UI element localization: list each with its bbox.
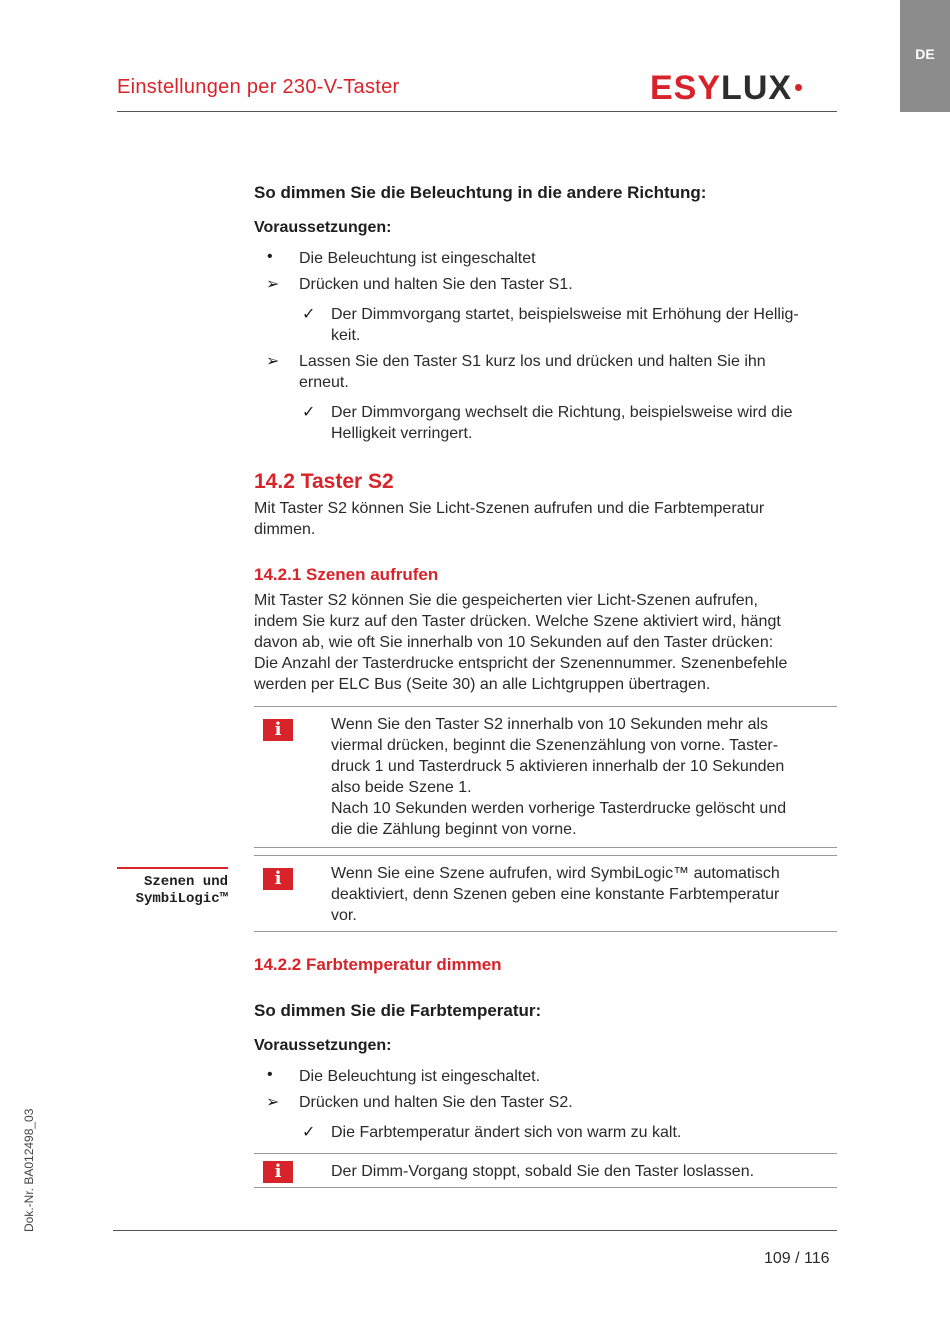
note-line: Der Dimm-Vorgang stoppt, sobald Sie den Taster loslassen. xyxy=(331,1163,755,1180)
note-line: deaktiviert, denn Szenen geben eine konstante Farbtemperatur xyxy=(331,886,780,903)
side-label-line: SymbiLogic™ xyxy=(135,891,228,907)
note-line: Nach 10 Sekunden werden vorherige Tasterdrucke gelöscht und xyxy=(331,800,787,817)
paragraph-line: indem Sie kurz auf den Taster drücken. Welche Szene aktiviert wird, hängt xyxy=(254,613,781,630)
list-item: Helligkeit verringert. xyxy=(331,425,473,442)
paragraph-line: Mit Taster S2 können Sie die gespeicherten vier Licht-Szenen aufrufen, xyxy=(254,592,758,609)
info-icon: i xyxy=(263,1161,293,1183)
side-label xyxy=(117,874,228,908)
section-heading-14-2-1: 14.2.1 Szenen aufrufen xyxy=(254,565,439,584)
list-item: keit. xyxy=(331,327,361,344)
page-number: 109 / 116 xyxy=(764,1250,830,1267)
language-tab: DE xyxy=(900,0,950,112)
check-icon: ✓ xyxy=(302,306,316,323)
section-heading: So dimmen Sie die Beleuchtung in die andere Richtung: xyxy=(254,183,707,202)
paragraph-line: Mit Taster S2 können Sie Licht-Szenen aufrufen und die Farbtemperatur xyxy=(254,500,765,517)
esylux-logo xyxy=(650,68,802,108)
footer-rule xyxy=(113,1230,837,1231)
note-line: vor. xyxy=(331,907,357,924)
logo-part-esy: ESY xyxy=(650,69,722,107)
check-icon: ✓ xyxy=(302,404,316,421)
list-item: Drücken und halten Sie den Taster S2. xyxy=(299,1094,573,1111)
list-item: Drücken und halten Sie den Taster S1. xyxy=(299,276,573,293)
list-item: erneut. xyxy=(299,374,349,391)
list-item: Die Beleuchtung ist eingeschaltet. xyxy=(299,1068,541,1085)
logo-dot-icon xyxy=(795,84,802,91)
note-rule-top xyxy=(254,855,837,856)
note-line: also beide Szene 1. xyxy=(331,779,472,796)
document-number: Dok.-Nr. BA012498_03 xyxy=(22,1108,36,1232)
note-line: Wenn Sie eine Szene aufrufen, wird SymbiLogic™ automatisch xyxy=(331,865,780,882)
section-heading-14-2-2: 14.2.2 Farbtemperatur dimmen xyxy=(254,955,502,974)
list-item: Der Dimmvorgang startet, beispielsweise mit Erhöhung der Hellig- xyxy=(331,306,799,323)
paragraph-line: werden per ELC Bus (Seite 30) an alle Lichtgruppen übertragen. xyxy=(254,676,711,693)
header-rule xyxy=(117,111,837,112)
list-item: Die Farbtemperatur ändert sich von warm zu kalt. xyxy=(331,1124,682,1141)
paragraph-line: Die Anzahl der Tasterdrucke entspricht der Szenennummer. Szenenbefehle xyxy=(254,655,788,672)
note-line: Wenn Sie den Taster S2 innerhalb von 10 Sekunden mehr als xyxy=(331,716,769,733)
note-rule-bottom xyxy=(254,931,837,932)
note-line: die die Zählung beginnt von vorne. xyxy=(331,821,577,838)
arrow-right-icon: ➢ xyxy=(266,1094,280,1111)
arrow-right-icon: ➢ xyxy=(266,276,280,293)
list-item: Der Dimmvorgang wechselt die Richtung, beispielsweise wird die xyxy=(331,404,793,421)
logo-part-lux: LUX xyxy=(721,69,793,107)
page-header-title: Einstellungen per 230-V-Taster xyxy=(117,76,400,98)
side-label-line: Szenen und xyxy=(143,874,228,890)
paragraph-line: davon ab, wie oft Sie innerhalb von 10 Sekunden auf den Taster drücken: xyxy=(254,634,774,651)
note-rule-top xyxy=(254,706,837,707)
paragraph-line: dimmen. xyxy=(254,521,316,538)
info-icon: i xyxy=(263,868,293,890)
side-label-rule xyxy=(117,867,228,869)
bullet-dot-icon: • xyxy=(267,1066,273,1083)
info-icon: i xyxy=(263,719,293,741)
note-rule-bottom xyxy=(254,1187,837,1188)
list-item: Lassen Sie den Taster S1 kurz los und drücken und halten Sie ihn xyxy=(299,353,766,370)
check-icon: ✓ xyxy=(302,1124,316,1141)
section-heading-14-2: 14.2 Taster S2 xyxy=(254,470,394,493)
section-subheading: So dimmen Sie die Farbtemperatur: xyxy=(254,1001,542,1020)
bullet-dot-icon: • xyxy=(267,248,273,265)
prereq-label: Voraussetzungen: xyxy=(254,1037,392,1054)
prereq-label: Voraussetzungen: xyxy=(254,219,392,236)
arrow-right-icon: ➢ xyxy=(266,353,280,370)
note-rule-bottom xyxy=(254,847,837,848)
note-rule-top xyxy=(254,1153,837,1154)
note-line: viermal drücken, beginnt die Szenenzählung von vorne. Taster- xyxy=(331,737,779,754)
list-item: Die Beleuchtung ist eingeschaltet xyxy=(299,250,536,267)
note-line: druck 1 und Tasterdruck 5 aktivieren innerhalb der 10 Sekunden xyxy=(331,758,785,775)
